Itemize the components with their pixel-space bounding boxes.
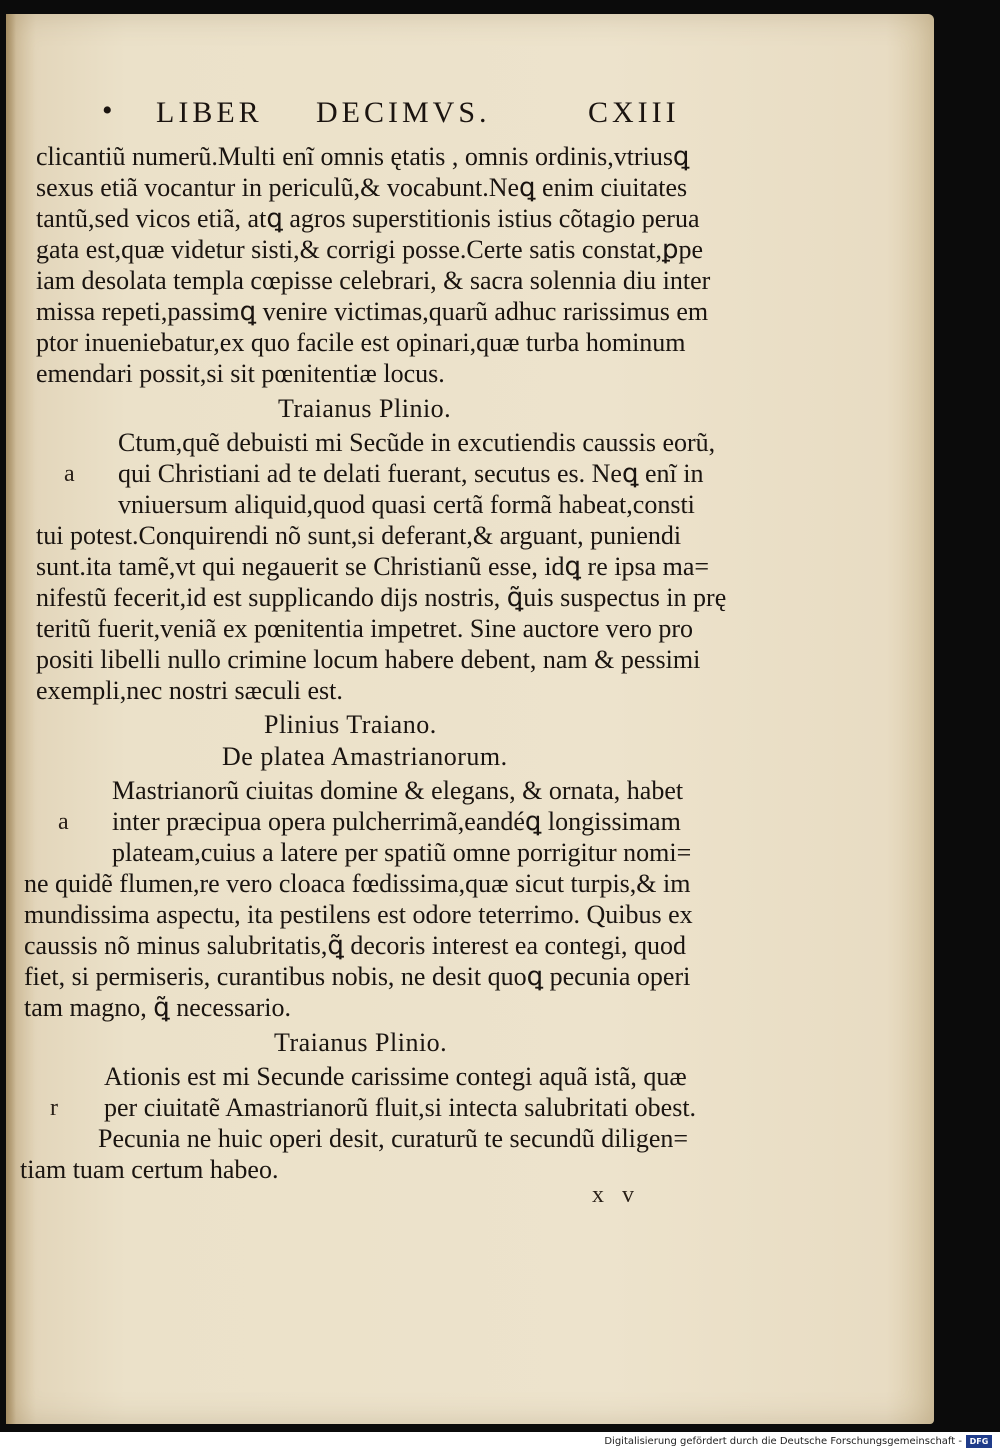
text-line: Ationis est mi Secunde carissime contegi aquã istã, quæ	[104, 1062, 687, 1091]
running-head-decimus: DECIMVS.	[316, 96, 491, 129]
section-heading: Traianus Plinio.	[278, 394, 452, 423]
text-line: positi libelli nullo crimine locum habere debent, nam & pessimi	[36, 645, 701, 674]
text-line: vniuersum aliquid,quod quasi certã formã habeat,consti	[118, 490, 695, 519]
text-line: teritũ fuerit,veniã ex pœnitentia impetret. Sine auctore vero pro	[36, 614, 693, 643]
text-line: clicantiũ numerũ.Multi enĩ omnis ętatis , omnis ordinis,vtriusꝗ	[36, 142, 690, 171]
text-line: inter præcipua opera pulcherrimã,eandéꝗ longissimam	[112, 807, 681, 836]
running-head	[6, 96, 934, 136]
margin-letter: a	[64, 461, 75, 487]
margin-letter: a	[58, 809, 69, 835]
text-line: tantũ,sed vicos etiã, atꝗ agros superstitionis istius cõtagio perua	[36, 204, 700, 233]
section-subheading: De platea Amastrianorum.	[222, 742, 508, 771]
text-line: mundissima aspectu, ita pestilens est odore teterrimo. Quibus ex	[24, 900, 693, 929]
text-line: sunt.ita tamẽ,vt qui negauerit se Christianũ esse, idꝗ re ipsa ma=	[36, 552, 710, 581]
dfg-logo: DFG	[966, 1435, 992, 1448]
text-line: nifestũ fecerit,id est supplicando dijs nostris, ꝗ̃uis suspectus in prę	[36, 583, 727, 612]
text-line: ptor inueniebatur,ex quo facile est opinari,quæ turba hominum	[36, 328, 686, 357]
running-head-liber: LIBER	[156, 96, 263, 129]
running-head-bullet: •	[102, 94, 117, 127]
text-line: ne quidẽ flumen,re vero cloaca fœdissima,quæ sicut turpis,& im	[24, 869, 691, 898]
text-line: iam desolata templa cœpisse celebrari, & sacra solennia diu inter	[36, 266, 711, 295]
section-heading: Traianus Plinio.	[274, 1028, 448, 1057]
text-line: emendari possit,si sit pœnitentiæ locus.	[36, 359, 445, 388]
funding-credit: Digitalisierung gefördert durch die Deutsche Forschungsgemeinschaft -	[604, 1436, 962, 1447]
text-line: tam magno, ꝗ̃ necessario.	[24, 993, 292, 1022]
signature-mark: x v	[592, 1182, 640, 1208]
text-line: sexus etiã vocantur in periculũ,& vocabunt.Neꝗ enim ciuitates	[36, 173, 688, 202]
text-line: fiet, si permiseris, curantibus nobis, ne desit quoꝗ pecunia operi	[24, 962, 691, 991]
text-line: caussis nõ minus salubritatis,ꝗ̃ decoris interest ea contegi, quod	[24, 931, 687, 960]
margin-letter: r	[50, 1095, 58, 1121]
page-gutter-shadow	[6, 14, 16, 1424]
text-line: Mastrianorũ ciuitas domine & elegans, & ornata, habet	[112, 776, 684, 805]
text-line: missa repeti,passimꝗ venire victimas,quarũ adhuc rarissimus em	[36, 297, 709, 326]
text-line: per ciuitatẽ Amastrianorũ fluit,si intecta salubritati obest.	[104, 1093, 697, 1122]
text-line: plateam,cuius a latere per spatiũ omne porrigitur nomi=	[112, 838, 692, 867]
folio-number: CXIII	[588, 96, 680, 129]
section-heading: Plinius Traiano.	[264, 710, 437, 739]
text-line: gata est,quæ videtur sisti,& corrigi posse.Certe satis constat,ꝑpe	[36, 235, 704, 264]
text-line: Ctum,quẽ debuisti mi Secũde in excutiendis caussis eorũ,	[118, 428, 716, 457]
text-line: qui Christiani ad te delati fuerant, secutus es. Neꝗ enĩ in	[118, 459, 704, 488]
text-line: Pecunia ne huic operi desit, curaturũ te secundũ diligen=	[98, 1124, 689, 1153]
text-line: exempli,nec nostri sæculi est.	[36, 676, 343, 705]
text-line: tui potest.Conquirendi nõ sunt,si deferant,& arguant, puniendi	[36, 521, 682, 550]
text-line: tiam tuam certum habeo.	[20, 1155, 279, 1184]
book-page	[6, 14, 934, 1424]
